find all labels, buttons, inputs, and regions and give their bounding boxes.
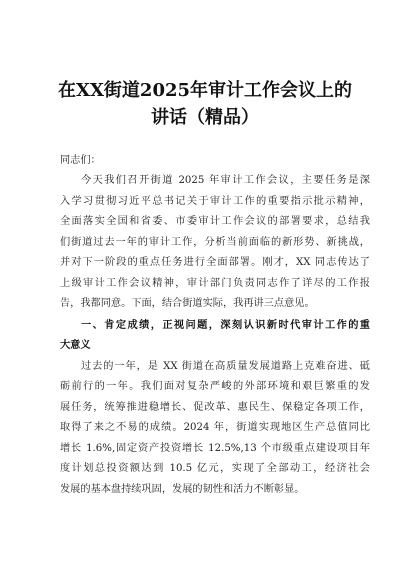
- paragraph-2-line: 取得了来之不易的成绩。2024 年，街道实现地区生产总值同比: [60, 422, 370, 433]
- paragraph-2-line: 增长 1.6%,固定资产投资增长 12.5%,13 个市级重点建设项目年: [60, 443, 370, 454]
- paragraph-1-line: 告，我都同意。下面，结合街道实际，我再讲三点意见。: [60, 298, 315, 309]
- paragraph-2-line: 砺前行的一年。我们面对复杂严峻的外部环境和艰巨繁重的发: [60, 381, 370, 392]
- paragraph-2-line: 度计划总投资额达到 10.5 亿元，实现了全部动工，经济社会: [60, 463, 370, 474]
- section-heading-1-line: 大意义: [60, 339, 91, 351]
- salutation: 同志们：: [60, 155, 101, 166]
- paragraph-1-line: 们街道过去一年的审计工作，分析当前面临的新形势、新挑战，: [60, 237, 370, 248]
- paragraph-1-line: 并对下一阶段的重点任务进行全面部署。刚才，XX 同志传达了: [60, 257, 370, 268]
- document-title-line-1: 在XX街道2025年审计工作会议上的: [57, 80, 353, 101]
- paragraph-2-line: 过去的一年，是 XX 街道在高质量发展道路上克难奋进、砥: [81, 361, 370, 372]
- paragraph-2-line: 展任务，统筹推进稳增长、促改革、惠民生、保稳定各项工作，: [60, 402, 370, 413]
- paragraph-2-line: 发展的基本盘持续巩固，发展的韧性和活力不断彰显。: [60, 484, 305, 495]
- paragraph-1-line: 今天我们召开街道 2025 年审计工作会议，主要任务是深: [81, 175, 370, 186]
- paragraph-1-line: 全面落实全国和省委、市委审计工作会议的部署要求，总结我: [60, 216, 370, 227]
- paragraph-1-line: 上级审计工作会议精神，审计部门负责同志作了详尽的工作报: [60, 278, 370, 289]
- paragraph-1-line: 入学习贯彻习近平总书记关于审计工作的重要指示批示精神，: [60, 196, 370, 207]
- section-heading-1-line: 一、肯定成绩，正视问题，深刻认识新时代审计工作的重: [81, 319, 370, 331]
- document-title-line-2: 讲话（精品）: [151, 107, 259, 128]
